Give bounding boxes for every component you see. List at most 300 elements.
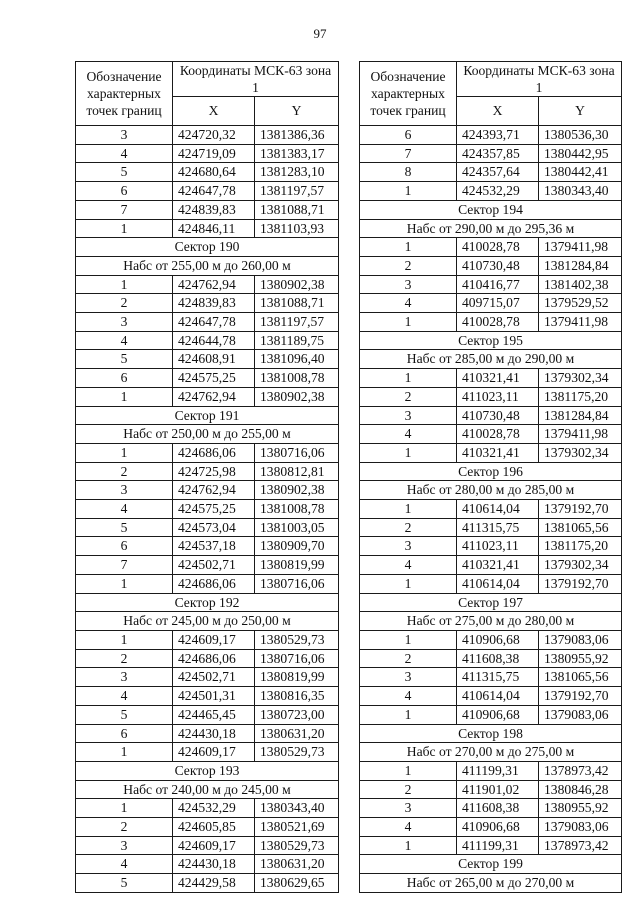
table-row	[360, 443, 622, 462]
point-number: 3	[360, 537, 457, 556]
y-value: 1380716,06	[255, 574, 339, 593]
table-row	[76, 200, 339, 219]
y-value: 1381197,57	[255, 182, 339, 201]
x-value: 424839,83	[173, 200, 255, 219]
table-row	[360, 144, 622, 163]
x-value: 411608,38	[457, 799, 539, 818]
section-title: Набс от 250,00 м до 255,00 м	[76, 425, 339, 444]
x-value: 424647,78	[173, 182, 255, 201]
point-number: 2	[76, 649, 173, 668]
table-row	[76, 481, 339, 500]
table-row	[76, 275, 339, 294]
y-value: 1381003,05	[255, 518, 339, 537]
section-title-row	[360, 331, 622, 350]
y-value: 1379192,70	[539, 500, 622, 519]
y-column-header: Y	[255, 97, 339, 126]
point-number: 1	[360, 705, 457, 724]
table-row	[76, 500, 339, 519]
x-value: 424532,29	[457, 182, 539, 201]
x-value: 411608,38	[457, 649, 539, 668]
point-number: 1	[76, 443, 173, 462]
table-row	[76, 630, 339, 649]
point-number: 1	[76, 387, 173, 406]
y-value: 1381008,78	[255, 369, 339, 388]
x-value: 424537,18	[173, 537, 255, 556]
table-row	[360, 668, 622, 687]
x-value: 424644,78	[173, 331, 255, 350]
section-title: Сектор 192	[76, 593, 339, 612]
point-number: 7	[360, 144, 457, 163]
x-value: 424839,83	[173, 294, 255, 313]
table-row	[76, 724, 339, 743]
y-value: 1380819,99	[255, 668, 339, 687]
point-number: 4	[76, 144, 173, 163]
section-title: Набс от 285,00 м до 290,00 м	[360, 350, 622, 369]
y-value: 1381402,38	[539, 275, 622, 294]
table-row	[76, 462, 339, 481]
section-title: Набс от 265,00 м до 270,00 м	[360, 874, 622, 893]
y-value: 1381284,84	[539, 256, 622, 275]
x-value: 410730,48	[457, 406, 539, 425]
table-row	[76, 126, 339, 145]
section-title: Набс от 280,00 м до 285,00 м	[360, 481, 622, 500]
y-value: 1379529,52	[539, 294, 622, 313]
section-title: Сектор 199	[360, 855, 622, 874]
y-value: 1381383,17	[255, 144, 339, 163]
table-row	[360, 761, 622, 780]
table-row	[76, 387, 339, 406]
point-number: 1	[76, 275, 173, 294]
point-number: 6	[76, 537, 173, 556]
x-value: 410614,04	[457, 500, 539, 519]
point-number: 1	[360, 574, 457, 593]
point-number: 1	[76, 219, 173, 238]
y-value: 1379411,98	[539, 425, 622, 444]
x-value: 411901,02	[457, 780, 539, 799]
y-value: 1381197,57	[255, 313, 339, 332]
point-number: 1	[360, 836, 457, 855]
point-number: 5	[76, 350, 173, 369]
x-value: 410321,41	[457, 556, 539, 575]
section-title: Сектор 196	[360, 462, 622, 481]
point-number: 1	[360, 369, 457, 388]
y-value: 1380521,69	[255, 818, 339, 837]
point-number: 5	[76, 874, 173, 893]
point-number: 3	[76, 126, 173, 145]
y-value: 1379192,70	[539, 574, 622, 593]
x-value: 424725,98	[173, 462, 255, 481]
x-value: 424762,94	[173, 481, 255, 500]
x-value: 411023,11	[457, 537, 539, 556]
section-title-row	[76, 761, 339, 780]
point-number: 2	[76, 818, 173, 837]
table-row	[76, 350, 339, 369]
y-value: 1380536,30	[539, 126, 622, 145]
point-number: 4	[76, 855, 173, 874]
x-value: 424430,18	[173, 855, 255, 874]
y-value: 1380902,38	[255, 481, 339, 500]
x-value: 410321,41	[457, 443, 539, 462]
x-value: 424647,78	[173, 313, 255, 332]
table-row	[76, 836, 339, 855]
y-value: 1380955,92	[539, 649, 622, 668]
table-row	[76, 331, 339, 350]
y-value: 1380819,99	[255, 556, 339, 575]
x-value: 424502,71	[173, 668, 255, 687]
x-value: 410906,68	[457, 630, 539, 649]
y-value: 1380902,38	[255, 275, 339, 294]
x-value: 424532,29	[173, 799, 255, 818]
table-row	[76, 537, 339, 556]
section-title: Сектор 190	[76, 238, 339, 257]
y-value: 1380529,73	[255, 836, 339, 855]
x-value: 411199,31	[457, 836, 539, 855]
section-title: Набс от 255,00 м до 260,00 м	[76, 256, 339, 275]
x-value: 424609,17	[173, 630, 255, 649]
point-label-header: Обозначение характерных точек границ	[360, 62, 457, 126]
y-value: 1379083,06	[539, 630, 622, 649]
y-column-header: Y	[539, 97, 622, 126]
x-value: 411199,31	[457, 761, 539, 780]
table-row	[360, 836, 622, 855]
point-number: 4	[360, 687, 457, 706]
point-number: 1	[76, 799, 173, 818]
table-row	[360, 126, 622, 145]
table-row	[76, 163, 339, 182]
y-value: 1379083,06	[539, 705, 622, 724]
x-value: 424686,06	[173, 574, 255, 593]
section-title-row	[76, 780, 339, 799]
y-value: 1380716,06	[255, 649, 339, 668]
y-value: 1381103,93	[255, 219, 339, 238]
point-number: 5	[76, 163, 173, 182]
x-value: 424720,32	[173, 126, 255, 145]
y-value: 1380902,38	[255, 387, 339, 406]
table-row	[360, 238, 622, 257]
y-value: 1379083,06	[539, 818, 622, 837]
y-value: 1380955,92	[539, 799, 622, 818]
table-row	[360, 313, 622, 332]
table-row	[76, 518, 339, 537]
y-value: 1380629,65	[255, 874, 339, 893]
y-value: 1378973,42	[539, 836, 622, 855]
section-title-row	[76, 425, 339, 444]
y-value: 1380442,41	[539, 163, 622, 182]
table-row	[360, 537, 622, 556]
table-row	[360, 500, 622, 519]
point-number: 2	[76, 462, 173, 481]
section-title-row	[76, 406, 339, 425]
section-title-row	[76, 612, 339, 631]
point-number: 2	[360, 649, 457, 668]
section-title-row	[360, 481, 622, 500]
point-number: 1	[360, 238, 457, 257]
table-row	[76, 743, 339, 762]
table-row	[76, 313, 339, 332]
point-number: 4	[76, 687, 173, 706]
point-number: 7	[76, 556, 173, 575]
y-value: 1380909,70	[255, 537, 339, 556]
section-title-row	[76, 256, 339, 275]
x-value: 424357,64	[457, 163, 539, 182]
y-value: 1381175,20	[539, 387, 622, 406]
x-value: 424846,11	[173, 219, 255, 238]
section-title: Сектор 197	[360, 593, 622, 612]
table-row	[360, 574, 622, 593]
table-row	[360, 406, 622, 425]
table-row	[76, 799, 339, 818]
section-title: Сектор 194	[360, 200, 622, 219]
y-value: 1379302,34	[539, 556, 622, 575]
y-value: 1381065,56	[539, 518, 622, 537]
section-title-row	[360, 462, 622, 481]
table-row	[76, 705, 339, 724]
section-title-row	[360, 743, 622, 762]
table-row	[360, 705, 622, 724]
table-row	[76, 182, 339, 201]
section-title-row	[360, 855, 622, 874]
point-number: 4	[360, 818, 457, 837]
table-row	[360, 369, 622, 388]
table-row	[76, 443, 339, 462]
point-number: 1	[360, 313, 457, 332]
x-value: 424609,17	[173, 743, 255, 762]
point-number: 1	[76, 574, 173, 593]
table-row	[76, 556, 339, 575]
section-title-row	[360, 219, 622, 238]
point-number: 3	[360, 406, 457, 425]
y-value: 1381283,10	[255, 163, 339, 182]
point-number: 4	[76, 331, 173, 350]
table-row	[76, 874, 339, 893]
y-value: 1381065,56	[539, 668, 622, 687]
x-value: 424430,18	[173, 724, 255, 743]
table-row	[360, 163, 622, 182]
y-value: 1381096,40	[255, 350, 339, 369]
table-row	[360, 556, 622, 575]
y-value: 1379411,98	[539, 238, 622, 257]
table-row	[76, 855, 339, 874]
section-title: Набс от 240,00 м до 245,00 м	[76, 780, 339, 799]
point-number: 2	[360, 256, 457, 275]
point-number: 2	[360, 387, 457, 406]
x-value: 410906,68	[457, 818, 539, 837]
table-row	[76, 294, 339, 313]
y-value: 1379302,34	[539, 369, 622, 388]
table-row	[360, 425, 622, 444]
coordinates-header: Координаты МСК-63 зона 1	[173, 62, 339, 97]
section-title: Набс от 275,00 м до 280,00 м	[360, 612, 622, 631]
section-title: Набс от 270,00 м до 275,00 м	[360, 743, 622, 762]
x-value: 424719,09	[173, 144, 255, 163]
x-value: 424573,04	[173, 518, 255, 537]
x-value: 424465,45	[173, 705, 255, 724]
y-value: 1380816,35	[255, 687, 339, 706]
table-row	[360, 630, 622, 649]
x-value: 424608,91	[173, 350, 255, 369]
y-value: 1381008,78	[255, 500, 339, 519]
table-row	[360, 275, 622, 294]
x-value: 411315,75	[457, 518, 539, 537]
section-title: Сектор 191	[76, 406, 339, 425]
point-number: 5	[76, 518, 173, 537]
x-value: 424605,85	[173, 818, 255, 837]
point-number: 7	[76, 200, 173, 219]
header-row	[76, 62, 339, 97]
x-value: 410028,78	[457, 238, 539, 257]
y-value: 1380529,73	[255, 630, 339, 649]
point-number: 2	[360, 518, 457, 537]
x-column-header: X	[457, 97, 539, 126]
table-row	[360, 649, 622, 668]
table-row	[76, 574, 339, 593]
section-title: Сектор 198	[360, 724, 622, 743]
point-number: 1	[76, 630, 173, 649]
table-row	[76, 649, 339, 668]
table-row	[360, 182, 622, 201]
x-value: 424762,94	[173, 275, 255, 294]
point-number: 1	[360, 182, 457, 201]
x-value: 424429,58	[173, 874, 255, 893]
point-number: 4	[360, 556, 457, 575]
x-value: 424686,06	[173, 443, 255, 462]
point-number: 1	[76, 743, 173, 762]
x-value: 410730,48	[457, 256, 539, 275]
table-row	[360, 518, 622, 537]
point-label-header: Обозначение характерных точек границ	[76, 62, 173, 126]
section-title-row	[360, 593, 622, 612]
section-title-row	[76, 593, 339, 612]
point-number: 3	[360, 668, 457, 687]
section-title: Набс от 290,00 м до 295,36 м	[360, 219, 622, 238]
y-value: 1380631,20	[255, 724, 339, 743]
point-number: 1	[360, 500, 457, 519]
table-row	[360, 780, 622, 799]
x-value: 424501,31	[173, 687, 255, 706]
point-number: 1	[360, 761, 457, 780]
y-value: 1381189,75	[255, 331, 339, 350]
x-value: 410906,68	[457, 705, 539, 724]
table-row	[360, 799, 622, 818]
x-value: 410321,41	[457, 369, 539, 388]
x-value: 424393,71	[457, 126, 539, 145]
x-value: 410416,77	[457, 275, 539, 294]
point-number: 3	[76, 313, 173, 332]
point-number: 4	[76, 500, 173, 519]
x-value: 410028,78	[457, 313, 539, 332]
y-value: 1380529,73	[255, 743, 339, 762]
coordinates-table-right	[359, 61, 622, 893]
y-value: 1381386,36	[255, 126, 339, 145]
point-number: 6	[76, 182, 173, 201]
point-number: 4	[360, 294, 457, 313]
table-row	[76, 818, 339, 837]
table-row	[76, 369, 339, 388]
point-number: 5	[76, 705, 173, 724]
y-value: 1381284,84	[539, 406, 622, 425]
point-number: 4	[360, 425, 457, 444]
table-row	[360, 256, 622, 275]
section-title-row	[360, 724, 622, 743]
section-title-row	[360, 874, 622, 893]
y-value: 1379302,34	[539, 443, 622, 462]
table-row	[76, 687, 339, 706]
point-number: 6	[360, 126, 457, 145]
coordinates-header: Координаты МСК-63 зона 1	[457, 62, 622, 97]
x-value: 424762,94	[173, 387, 255, 406]
point-number: 3	[360, 799, 457, 818]
x-value: 424357,85	[457, 144, 539, 163]
x-value: 424502,71	[173, 556, 255, 575]
y-value: 1380442,95	[539, 144, 622, 163]
table-row	[360, 818, 622, 837]
point-number: 2	[360, 780, 457, 799]
point-number: 2	[76, 294, 173, 313]
section-title-row	[76, 238, 339, 257]
point-number: 3	[76, 836, 173, 855]
x-value: 424680,64	[173, 163, 255, 182]
section-title-row	[360, 350, 622, 369]
point-number: 1	[360, 443, 457, 462]
x-value: 411315,75	[457, 668, 539, 687]
x-value: 424575,25	[173, 500, 255, 519]
x-value: 411023,11	[457, 387, 539, 406]
point-number: 1	[360, 630, 457, 649]
table-row	[76, 219, 339, 238]
table-row	[360, 687, 622, 706]
y-value: 1380723,00	[255, 705, 339, 724]
section-title: Сектор 195	[360, 331, 622, 350]
page-number: 97	[313, 26, 327, 41]
y-value: 1380343,40	[255, 799, 339, 818]
x-value: 424575,25	[173, 369, 255, 388]
y-value: 1379192,70	[539, 687, 622, 706]
y-value: 1378973,42	[539, 761, 622, 780]
x-column-header: X	[173, 97, 255, 126]
y-value: 1380631,20	[255, 855, 339, 874]
table-row	[360, 294, 622, 313]
y-value: 1379411,98	[539, 313, 622, 332]
y-value: 1380716,06	[255, 443, 339, 462]
section-title-row	[360, 200, 622, 219]
x-value: 410028,78	[457, 425, 539, 444]
x-value: 409715,07	[457, 294, 539, 313]
x-value: 424609,17	[173, 836, 255, 855]
point-number: 3	[76, 668, 173, 687]
y-value: 1381088,71	[255, 200, 339, 219]
y-value: 1381175,20	[539, 537, 622, 556]
table-row	[76, 668, 339, 687]
table-row	[76, 144, 339, 163]
point-number: 6	[76, 369, 173, 388]
point-number: 3	[76, 481, 173, 500]
x-value: 424686,06	[173, 649, 255, 668]
point-number: 8	[360, 163, 457, 182]
y-value: 1381088,71	[255, 294, 339, 313]
section-title: Набс от 245,00 м до 250,00 м	[76, 612, 339, 631]
section-title: Сектор 193	[76, 761, 339, 780]
section-title-row	[360, 612, 622, 631]
header-row	[360, 62, 622, 97]
point-number: 6	[76, 724, 173, 743]
x-value: 410614,04	[457, 687, 539, 706]
point-number: 3	[360, 275, 457, 294]
y-value: 1380812,81	[255, 462, 339, 481]
x-value: 410614,04	[457, 574, 539, 593]
table-row	[360, 387, 622, 406]
coordinates-table-left	[75, 61, 339, 893]
y-value: 1380846,28	[539, 780, 622, 799]
